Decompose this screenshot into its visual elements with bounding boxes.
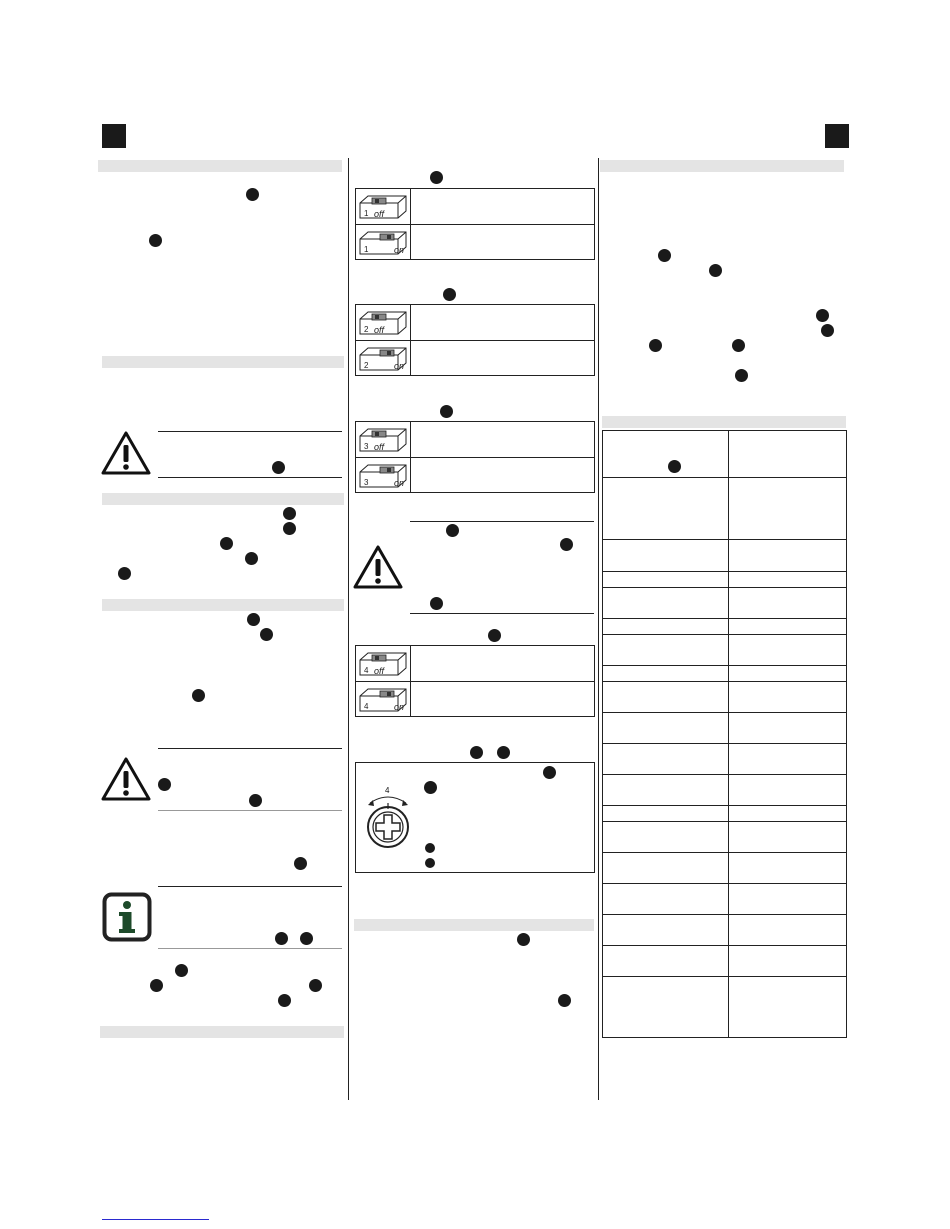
table-cell	[603, 744, 729, 774]
warning-icon	[100, 756, 152, 807]
table-row	[603, 915, 846, 946]
table-row	[603, 806, 846, 822]
table-cell	[729, 853, 846, 883]
footnote-rule	[102, 1219, 209, 1220]
dip-switch-4-off-row	[355, 645, 595, 682]
table-row	[603, 572, 846, 588]
warning-rule-top	[158, 431, 342, 432]
marker-dot-icon	[158, 778, 171, 791]
column-divider-2	[598, 158, 599, 1100]
column-divider-1	[348, 158, 349, 1100]
marker-dot-icon	[709, 264, 722, 277]
switch-off-label: off	[374, 666, 385, 676]
table-cell	[729, 884, 846, 914]
marker-dot-icon	[272, 461, 285, 474]
table-row	[603, 540, 846, 572]
marker-dot-icon	[658, 249, 671, 262]
table-cell	[603, 884, 729, 914]
section-heading-bar	[100, 1026, 344, 1038]
table-cell	[729, 806, 846, 821]
table-cell	[603, 682, 729, 712]
table-row	[603, 431, 846, 478]
table-cell	[729, 572, 846, 587]
marker-dot-icon	[649, 339, 662, 352]
section-heading-bar	[98, 160, 342, 172]
marker-dot-icon	[821, 324, 834, 337]
marker-dot-icon	[294, 857, 307, 870]
switch-number: 1	[364, 209, 369, 218]
switch-number: 2	[364, 325, 369, 334]
marker-dot-icon	[283, 522, 296, 535]
marker-dot-icon	[470, 746, 483, 759]
switch-off-label: off	[374, 325, 385, 335]
table-row	[603, 682, 846, 713]
marker-dot-icon	[430, 597, 443, 610]
marker-dot-icon	[245, 552, 258, 565]
table-row	[603, 744, 846, 775]
table-cell	[603, 775, 729, 805]
table-cell	[603, 806, 729, 821]
marker-dot-icon	[118, 567, 131, 580]
warning-rule-top	[158, 748, 342, 749]
warning-icon	[352, 544, 404, 595]
marker-dot-icon	[249, 794, 262, 807]
table-cell	[603, 977, 729, 1037]
table-row	[603, 588, 846, 619]
table-cell	[603, 588, 729, 618]
switch-off-label: off	[374, 209, 385, 219]
table-cell	[603, 853, 729, 883]
dip-switch-1-off-row	[355, 188, 595, 225]
section-heading-bar	[102, 599, 344, 611]
section-heading-bar	[102, 356, 344, 368]
switch-on-label: on	[394, 478, 405, 488]
warning-rule-bottom	[158, 477, 342, 478]
table-cell	[603, 540, 729, 571]
table-row	[603, 884, 846, 915]
marker-dot-icon	[424, 781, 437, 794]
marker-dot-icon	[175, 964, 188, 977]
switch-on-label: on	[394, 361, 405, 371]
table-cell	[603, 713, 729, 743]
marker-dot-icon	[735, 369, 748, 382]
warning-rule-top	[410, 521, 594, 522]
table-cell	[603, 431, 729, 477]
marker-dot-icon	[517, 933, 530, 946]
marker-dot-icon	[732, 339, 745, 352]
table-cell	[603, 619, 729, 634]
switch-number: 1	[364, 245, 369, 254]
dip-switch-off-icon	[356, 646, 411, 681]
table-row	[603, 478, 846, 540]
dip-switch-off-icon	[356, 189, 411, 224]
marker-dot-icon	[560, 538, 573, 551]
table-row	[603, 635, 846, 666]
marker-dot-icon	[443, 288, 456, 301]
table-row	[603, 977, 846, 1037]
marker-dot-icon	[247, 613, 260, 626]
switch-off-label: off	[374, 442, 385, 452]
dip-switch-off-icon	[356, 422, 411, 457]
dip-switch-4-on-row	[355, 681, 595, 717]
info-rule-bottom	[158, 948, 342, 949]
table-cell	[729, 540, 846, 571]
switch-on-label: on	[394, 245, 405, 255]
dip-switch-on-icon	[356, 458, 411, 492]
table-row	[603, 822, 846, 853]
marker-dot-icon	[149, 234, 162, 247]
dip-switch-3-on-row	[355, 457, 595, 493]
dip-switch-3-off-row	[355, 421, 595, 458]
table-cell	[729, 822, 846, 852]
table-cell	[603, 666, 729, 681]
marker-dot-icon	[668, 460, 681, 473]
rotary-switch-box	[355, 762, 595, 873]
marker-dot-icon	[246, 188, 259, 201]
warning-rule-bottom	[410, 613, 594, 614]
dip-switch-1-on-row	[355, 224, 595, 260]
info-rule-top	[158, 886, 342, 887]
table-cell	[729, 682, 846, 712]
corner-square-left-icon	[102, 124, 126, 148]
dip-switch-2-off-row	[355, 304, 595, 341]
marker-dot-icon	[446, 524, 459, 537]
warning-icon	[100, 430, 152, 481]
switch-number: 3	[364, 442, 369, 451]
section-heading-bar	[602, 416, 846, 428]
marker-dot-icon	[220, 537, 233, 550]
dip-switch-on-icon	[356, 682, 411, 716]
table-row	[603, 853, 846, 884]
marker-dot-icon	[150, 979, 163, 992]
dip-switch-on-icon	[356, 225, 411, 259]
warning-rule-bottom	[158, 810, 342, 811]
table-cell	[729, 666, 846, 681]
table-cell	[729, 635, 846, 665]
dip-switch-off-icon	[356, 305, 411, 340]
marker-dot-icon	[278, 994, 291, 1007]
marker-dot-icon	[275, 932, 288, 945]
table-cell	[729, 478, 846, 539]
section-heading-bar	[600, 160, 844, 172]
switch-on-label: on	[394, 702, 405, 712]
table-cell	[729, 775, 846, 805]
table-row	[603, 713, 846, 744]
table-cell	[603, 635, 729, 665]
marker-dot-icon	[309, 979, 322, 992]
switch-number: 3	[364, 478, 369, 487]
table-row	[603, 946, 846, 977]
marker-dot-icon	[558, 994, 571, 1007]
switch-number: 2	[364, 361, 369, 370]
marker-dot-icon	[816, 309, 829, 322]
table-cell	[729, 744, 846, 774]
data-table	[602, 430, 847, 1038]
marker-dot-icon	[425, 843, 435, 853]
table-cell	[603, 915, 729, 945]
marker-dot-icon	[430, 171, 443, 184]
table-cell	[603, 478, 729, 539]
dip-switch-on-icon	[356, 341, 411, 375]
marker-dot-icon	[425, 858, 435, 868]
table-row	[603, 619, 846, 635]
table-cell	[729, 977, 846, 1037]
table-cell	[603, 572, 729, 587]
dip-switch-2-on-row	[355, 340, 595, 376]
section-heading-bar	[102, 493, 344, 505]
marker-dot-icon	[283, 507, 296, 520]
table-cell	[603, 822, 729, 852]
table-row	[603, 775, 846, 806]
table-row	[603, 666, 846, 682]
table-cell	[729, 619, 846, 634]
marker-dot-icon	[192, 689, 205, 702]
marker-dot-icon	[488, 629, 501, 642]
corner-square-right-icon	[825, 124, 849, 148]
table-cell	[729, 946, 846, 976]
switch-number: 4	[364, 666, 369, 675]
section-heading-bar	[354, 919, 594, 931]
rotary-switch-icon	[360, 781, 416, 856]
table-cell	[729, 713, 846, 743]
table-cell	[729, 915, 846, 945]
marker-dot-icon	[260, 628, 273, 641]
table-cell	[603, 946, 729, 976]
marker-dot-icon	[300, 932, 313, 945]
marker-dot-icon	[543, 766, 556, 779]
info-icon	[102, 892, 152, 947]
switch-number: 4	[364, 702, 369, 711]
marker-dot-icon	[440, 405, 453, 418]
table-cell	[729, 588, 846, 618]
marker-dot-icon	[497, 746, 510, 759]
rotary-scale-mark: 4	[385, 786, 390, 795]
table-cell	[729, 431, 846, 477]
